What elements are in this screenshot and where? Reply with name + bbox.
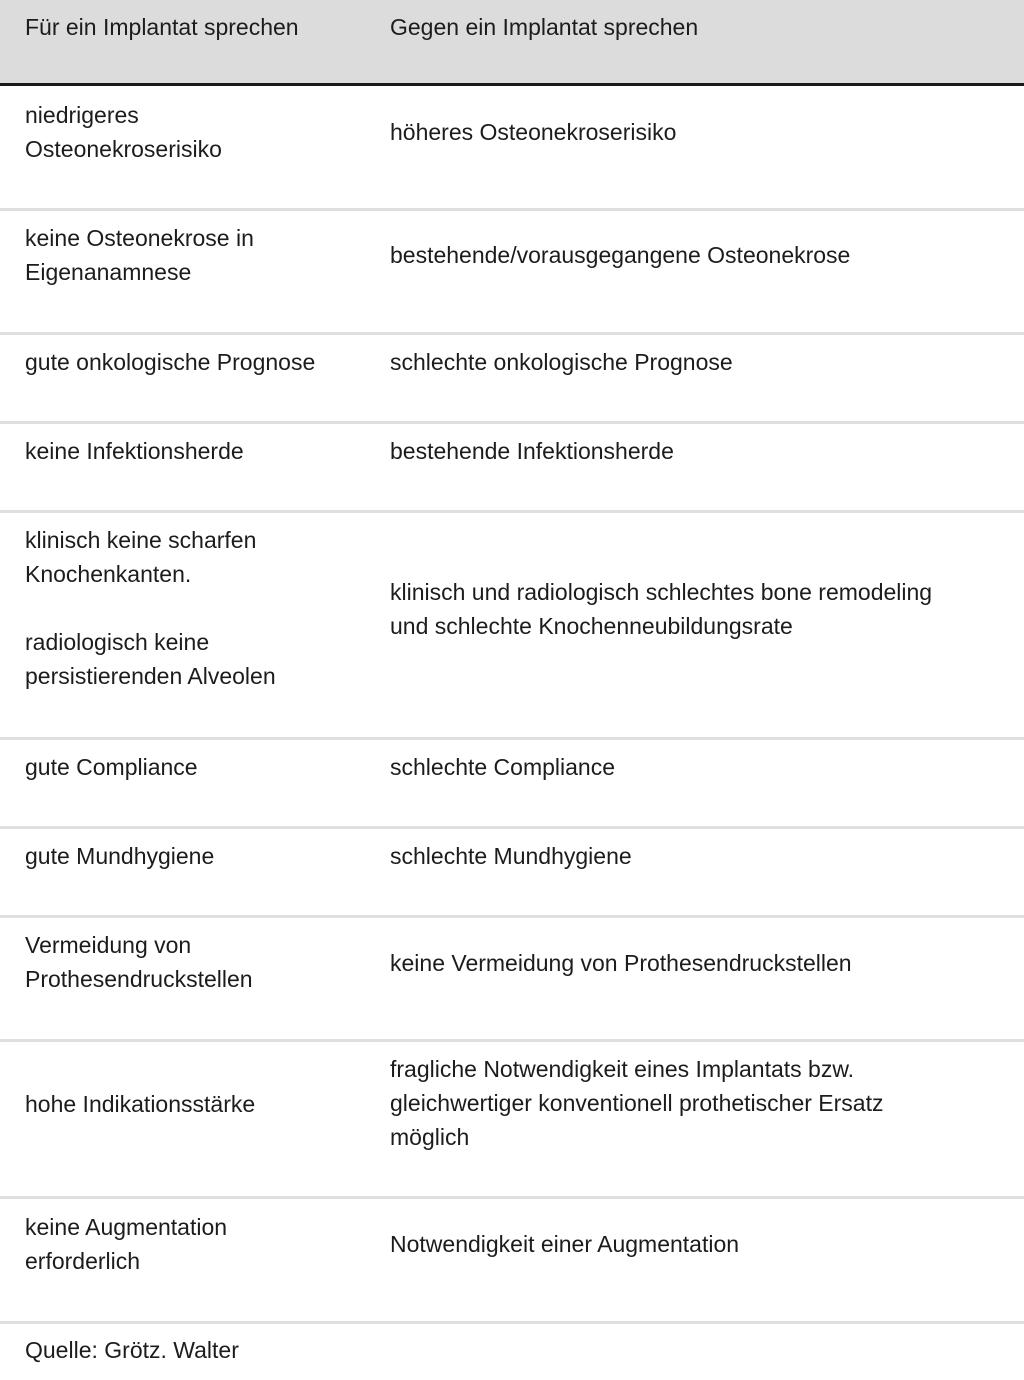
row-contra: bestehende Infektionsherde <box>390 438 674 464</box>
row-pro: hohe Indikationsstärke <box>25 1091 256 1117</box>
row-pro: keine Augmentation erforderlich <box>25 1214 228 1274</box>
row-divider <box>0 1321 1024 1324</box>
row-divider <box>0 737 1024 740</box>
table-header <box>0 0 1024 86</box>
row-contra: Notwendigkeit einer Augmentation <box>390 1231 740 1257</box>
row-contra: höheres Osteonekroserisiko <box>390 119 677 145</box>
row-pro: klinisch keine scharfen Knochenkanten. radiologisch keine persistierenden Alveolen <box>25 527 276 689</box>
row-contra: fragliche Notwendigkeit eines Implantats bzw. gleichwertiger konventionell prothetischer Ersatz möglich <box>390 1056 884 1150</box>
row-pro: Vermeidung von Prothesendruckstellen <box>25 932 253 992</box>
row-pro: niedrigeres Osteonekroserisiko <box>25 102 222 162</box>
row-divider <box>0 826 1024 829</box>
row-divider <box>0 510 1024 513</box>
row-divider <box>0 915 1024 918</box>
header-pro: Für ein Implantat sprechen <box>25 14 299 40</box>
source-note: Quelle: Grötz. Walter <box>25 1337 239 1363</box>
row-pro: keine Infektionsherde <box>25 438 244 464</box>
row-divider <box>0 1039 1024 1042</box>
row-contra: schlechte Compliance <box>390 754 616 780</box>
row-pro: gute Mundhygiene <box>25 843 215 869</box>
row-contra: schlechte onkologische Prognose <box>390 349 733 375</box>
row-pro: keine Osteonekrose in Eigenanamnese <box>25 225 254 285</box>
row-pro: gute onkologische Prognose <box>25 349 316 375</box>
row-divider <box>0 208 1024 211</box>
row-divider <box>0 421 1024 424</box>
row-contra: bestehende/vorausgegangene Osteonekrose <box>390 242 851 268</box>
row-contra: schlechte Mundhygiene <box>390 843 632 869</box>
header-contra: Gegen ein Implantat sprechen <box>390 14 699 40</box>
row-pro: gute Compliance <box>25 754 198 780</box>
row-contra: keine Vermeidung von Prothesendruckstellen <box>390 950 852 976</box>
row-contra: klinisch und radiologisch schlechtes bone remodeling und schlechte Knochenneubildungsrate <box>390 579 933 639</box>
row-divider <box>0 332 1024 335</box>
row-divider <box>0 1196 1024 1199</box>
